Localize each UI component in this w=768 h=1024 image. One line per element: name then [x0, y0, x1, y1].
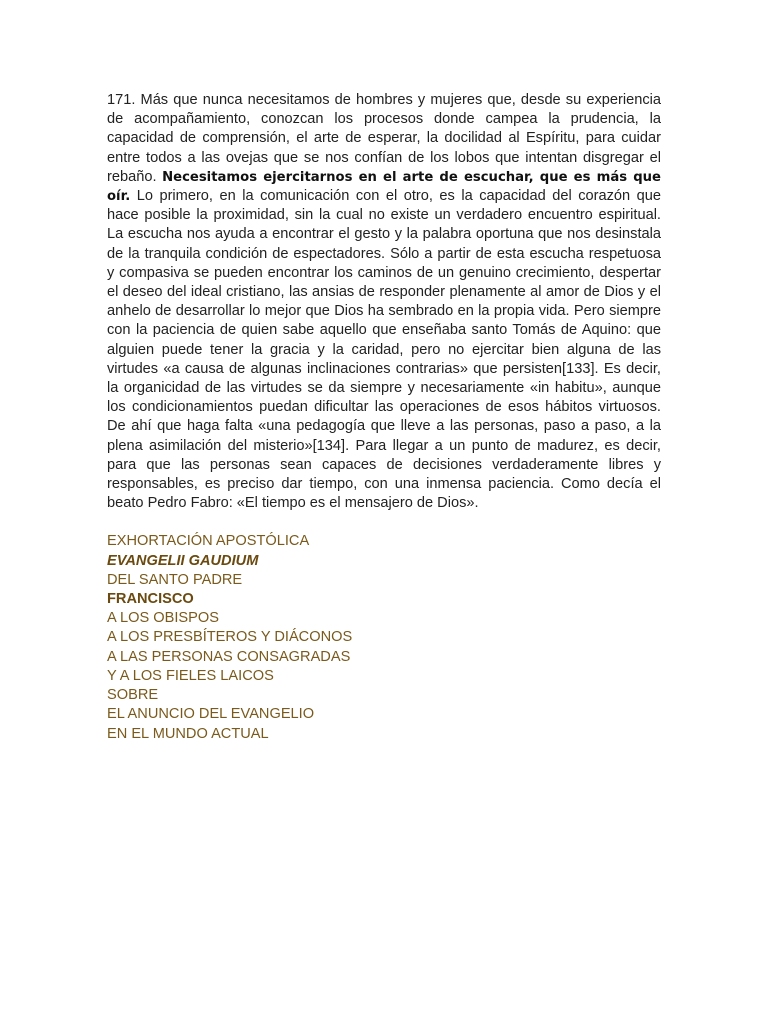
paragraph-bold-sentence: Necesitamos ejercitarnos en el arte de escuchar, que es más que oír.: [107, 169, 661, 205]
paragraph-text-rest: Lo primero, en la comunicación con el otro, es la capacidad del corazón que hace posible la proximidad, sin la cual no existe un verdadero encuentro espiritual. La escucha nos ayuda a encontrar el gesto y la palabra oportuna que nos desinstala de la tranquila condición de espectadores. Sólo a partir de esta escucha respetuosa y compasiva se pueden encontrar los caminos de un genuino crecimiento, despertar el deseo del ideal cristiano, las ansias de responder plenamente al amor de Dios y el anhelo de desarrollar lo mejor que Dios ha sembrado en la propia vida. Pero siempre con la paciencia de quien sabe aquello que enseñaba santo Tomás de Aquino: que alguien puede tener la gracia y la caridad, pero no ejercitar bien alguna de las virtudes «a causa de algunas inclinaciones contrarias» que persisten[133]. Es decir, la organicidad de las virtudes se da siempre y necesariamente «in habitu», aunque los condicionamientos puedan dificultar las operaciones de esos hábitos virtuosos. De ahí que haga falta «una pedagogía que lleve a las personas, paso a paso, a la plena asimilación del misterio»[134]. Para llegar a un punto de madurez, es decir, para que las personas sean capaces de decisiones verdaderamente libres y responsables, es preciso dar tiempo, con una inmensa paciencia. Como decía el beato Pedro Fabro: «El tiempo es el mensajero de Dios».: [107, 188, 661, 512]
heading-line-santo-padre: DEL SANTO PADRE: [107, 571, 243, 588]
heading-line-francisco: FRANCISCO: [107, 591, 194, 608]
heading-line-mundo-actual: EN EL MUNDO ACTUAL: [107, 725, 269, 742]
heading-line-sobre: SOBRE: [107, 687, 159, 704]
document-heading-block: [107, 532, 661, 743]
body-paragraph: [107, 91, 661, 513]
heading-line-obispos: A LOS OBISPOS: [107, 610, 219, 627]
document-page: [107, 91, 661, 744]
heading-line-presbiteros: A LOS PRESBÍTEROS Y DIÁCONOS: [107, 629, 353, 646]
heading-line-exhortacion: EXHORTACIÓN APOSTÓLICA: [107, 533, 310, 550]
heading-line-laicos: Y A LOS FIELES LAICOS: [107, 667, 274, 684]
heading-line-anuncio: EL ANUNCIO DEL EVANGELIO: [107, 706, 315, 723]
heading-line-consagradas: A LAS PERSONAS CONSAGRADAS: [107, 648, 351, 665]
heading-line-evangelii-gaudium: EVANGELII GAUDIUM: [107, 552, 259, 569]
paragraph-text-start: 171. Más que nunca necesitamos de hombres y mujeres que, desde su experiencia de acompañamiento, conozcan los procesos donde campea la prudencia, la capacidad de comprensión, el arte de esperar, la docilidad al Espíritu, para cuidar entre todos a las ovejas que se nos confían de los lobos que intentan disgregar el rebaño.: [107, 92, 661, 185]
